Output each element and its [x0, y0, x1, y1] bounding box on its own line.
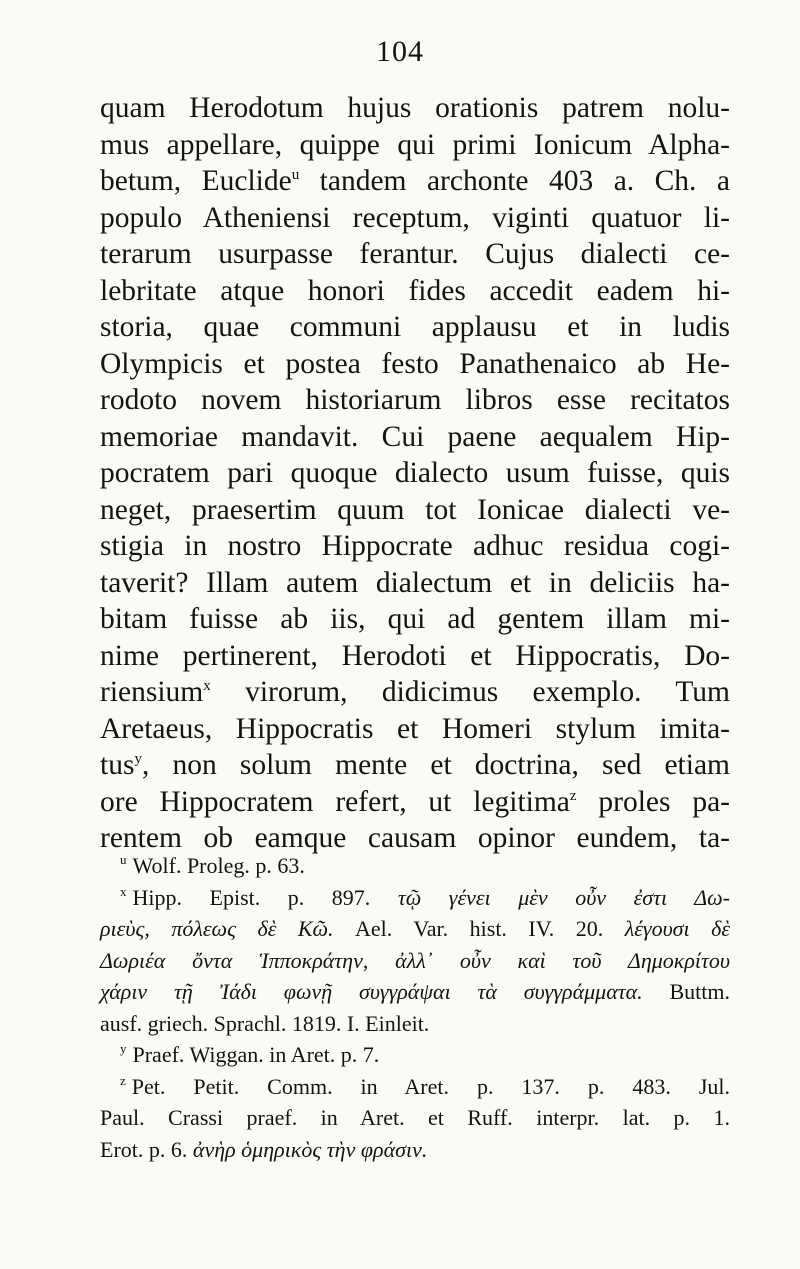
footnote-mark-x: x — [203, 678, 211, 694]
footnote-text: Ael. Var. hist. IV. 20. — [355, 916, 604, 941]
text-line: memoriae mandavit. Cui paene aequalem Hip- — [100, 420, 730, 453]
footnote-y — [100, 1039, 730, 1071]
footnotes — [100, 850, 730, 1165]
footnote-mark-y: y — [134, 751, 142, 767]
footnote-label: z — [120, 1072, 126, 1088]
footnote-x-cont — [100, 976, 730, 1008]
text-line: terarum usurpasse ferantur. Cujus dialecti ce- — [100, 238, 730, 270]
text-line — [100, 163, 730, 200]
footnote-x-cont — [100, 1008, 730, 1040]
text-line: nime pertinerent, Herodoti et Hippocratis, Do- — [100, 639, 730, 672]
text-span: , non solum mente et doctrina, sed etiam — [141, 749, 730, 781]
footnote-text: Praef. Wiggan. in Aret. p. 7. — [132, 1042, 380, 1067]
text-line: pocratem pari quoque dialecto usum fuisse, quis — [100, 457, 730, 489]
text-span: proles pa- — [576, 785, 730, 818]
footnote-label: u — [120, 852, 127, 867]
text-span: tus — [100, 749, 135, 781]
text-line: quam Herodotum hujus orationis patrem nolu- — [100, 92, 730, 124]
text-line: neget, praesertim quum tot Ionicae dialecti ve- — [100, 493, 730, 526]
footnote-z-cont — [100, 1102, 730, 1134]
text-line: rentem ob eamque causam opinor eundem, ta- — [100, 822, 730, 854]
text-line — [100, 747, 730, 784]
text-line: taverit? Illam autem dialectum et in deliciis ha- — [100, 566, 730, 599]
text-line: Aretaeus, Hippocratis et Homeri stylum imita- — [100, 712, 730, 745]
greek-quote: Δωριέα ὄντα Ἱπποκράτην, ἀλλ᾿ οὖν καὶ τοῦ Δημοκρίτου — [100, 947, 730, 973]
text-span: riensium — [100, 676, 204, 708]
text-line: Olympicis et postea festo Panathenaico ab He- — [100, 347, 730, 380]
page-number: 104 — [376, 35, 424, 68]
footnote-x — [100, 882, 730, 914]
footnote-z — [100, 1071, 730, 1103]
text-line: storia, quae communi applausu et in ludis — [100, 311, 730, 343]
text-line: rodoto novem historiarum libros esse recitatos — [100, 384, 730, 416]
footnote-text: Buttm. — [669, 979, 730, 1004]
footnote-x-cont — [100, 945, 730, 977]
greek-quote: τῷ γένει μὲν οὖν ἐστι Δω- — [397, 884, 730, 910]
footnote-u — [100, 850, 730, 882]
greek-quote: λέγουσι δὲ — [624, 916, 731, 941]
greek-quote: χάριν τῇ Ἰάδι φωνῇ συγγράψαι τὰ συγγράμματα. — [100, 979, 643, 1004]
text-line: mus appellare, quippe qui primi Ionicum Alpha- — [100, 128, 730, 161]
footnote-label: x — [120, 883, 127, 899]
footnote-text: Erot. p. 6. — [100, 1136, 188, 1162]
text-line: bitam fuisse ab iis, qui ad gentem illam mi- — [100, 603, 730, 635]
footnote-text: ausf. griech. Sprachl. 1819. I. Einleit. — [100, 1010, 430, 1036]
text-line — [100, 784, 730, 821]
text-span: virorum, didicimus exemplo. Tum — [210, 676, 730, 708]
text-line: lebritate atque honori fides accedit eadem hi- — [100, 274, 730, 307]
footnote-z-cont — [100, 1134, 730, 1166]
text-line — [100, 674, 730, 711]
greek-quote: ριεὺς, πόλεως δὲ Κῶ. — [100, 916, 334, 941]
footnote-text: Pet. Petit. Comm. in Aret. p. 137. p. 483. Jul. — [131, 1073, 730, 1099]
footnote-text: Paul. Crassi praef. in Aret. et Ruff. interpr. lat. p. 1. — [100, 1105, 730, 1130]
main-text — [100, 90, 730, 857]
text-span: betum, Euclide — [100, 165, 292, 197]
text-span: tandem archonte 403 a. Ch. a — [299, 165, 730, 197]
footnote-mark-z: z — [569, 787, 577, 804]
footnote-text: Wolf. Proleg. p. 63. — [132, 853, 305, 878]
footnote-text: Hipp. Epist. p. 897. — [132, 884, 371, 910]
footnote-x-cont — [100, 913, 730, 945]
text-line: stigia in nostro Hippocrate adhuc residua cogi- — [100, 530, 730, 562]
footnote-mark-u: u — [291, 167, 300, 183]
text-span: ore Hippocratem refert, ut legitima — [100, 785, 570, 818]
greek-quote: ἀνὴρ ὁμηρικὸς τὴν φράσιν. — [192, 1136, 428, 1162]
text-line: populo Atheniensi receptum, viginti quatuor li- — [100, 201, 730, 234]
footnote-label: y — [120, 1041, 127, 1056]
